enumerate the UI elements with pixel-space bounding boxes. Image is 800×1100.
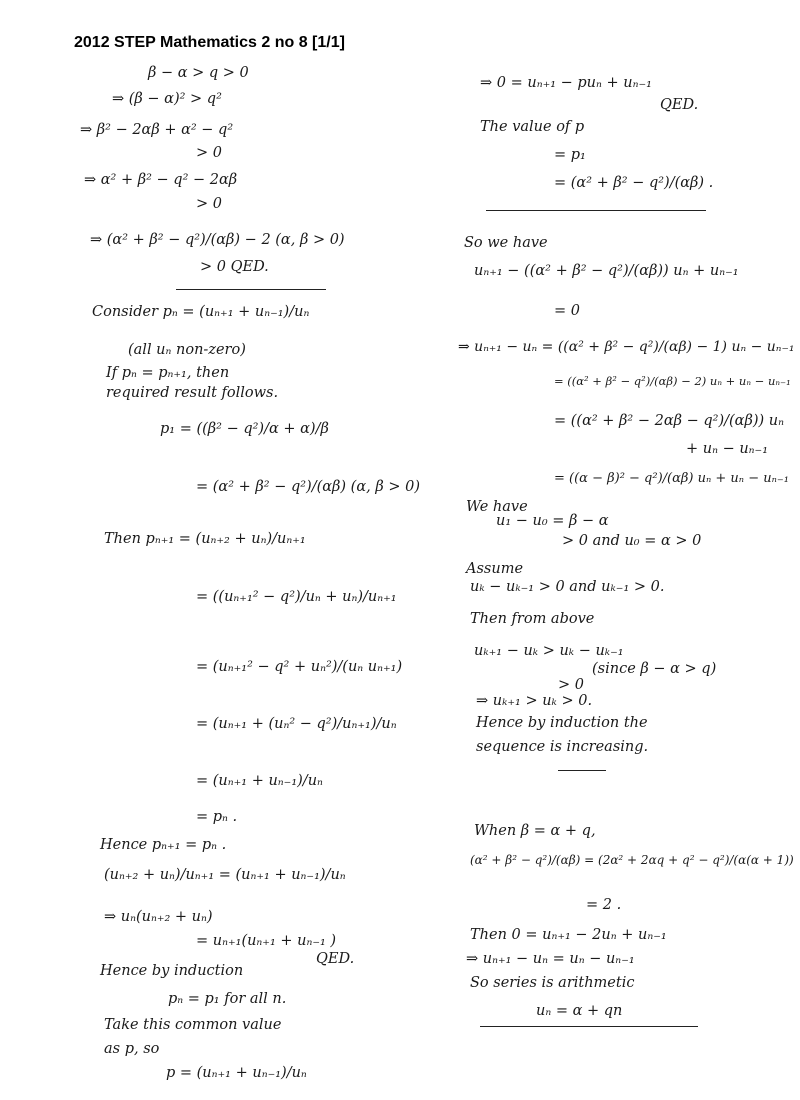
- solution-line-1: β − α > q > 0: [148, 65, 249, 81]
- solution-line-28: Take this common value: [104, 1017, 282, 1033]
- solution-line-50: uₖ₊₁ − uₖ > uₖ − uₖ₋₁: [474, 643, 624, 659]
- solution-line-61: So series is arithmetic: [470, 975, 635, 991]
- solution-line-15: Then pₙ₊₁ = (uₙ₊₂ + uₙ)/uₙ₊₁: [104, 531, 306, 547]
- section-divider: [558, 770, 606, 771]
- solution-line-11: If pₙ = pₙ₊₁, then: [106, 365, 230, 381]
- solution-line-58: = 2 .: [586, 897, 622, 913]
- solution-line-39: ⇒ uₙ₊₁ − uₙ = ((α² + β² − q²)/(αβ) − 1) uₙ − uₙ₋₁: [458, 339, 795, 355]
- solution-line-40: = ((α² + β² − q²)/(αβ) − 2) uₙ + uₙ − uₙ₋₁: [554, 374, 791, 388]
- solution-line-48: uₖ − uₖ₋₁ > 0 and uₖ₋₁ > 0.: [470, 579, 665, 595]
- solution-line-33: The value of p: [480, 119, 585, 135]
- solution-line-45: u₁ − u₀ = β − α: [496, 513, 609, 529]
- solution-line-62: uₙ = α + qn: [536, 1003, 623, 1019]
- solution-line-32: QED.: [660, 97, 699, 113]
- section-divider: [176, 289, 326, 290]
- solution-line-10: (all uₙ non-zero): [128, 342, 246, 358]
- solution-line-27: pₙ = p₁ for all n.: [168, 991, 287, 1007]
- solution-line-54: Hence by induction the: [476, 715, 648, 731]
- solution-line-24: = uₙ₊₁(uₙ₊₁ + uₙ₋₁ ): [196, 933, 337, 949]
- solution-line-7: ⇒ (α² + β² − q²)/(αβ) − 2 (α, β > 0): [90, 232, 345, 248]
- solution-line-9: Consider pₙ = (uₙ₊₁ + uₙ₋₁)/uₙ: [92, 304, 310, 320]
- solution-line-4: > 0: [196, 145, 222, 161]
- page-title: 2012 STEP Mathematics 2 no 8 [1/1]: [74, 34, 345, 51]
- solution-line-46: > 0 and u₀ = α > 0: [562, 533, 702, 549]
- solution-line-2: ⇒ (β − α)² > q²: [112, 91, 222, 107]
- solution-line-59: Then 0 = uₙ₊₁ − 2uₙ + uₙ₋₁: [470, 927, 667, 943]
- solution-line-25: QED.: [316, 951, 355, 967]
- solution-line-8: > 0 QED.: [200, 259, 269, 275]
- solution-line-16: = ((uₙ₊₁² − q²)/uₙ + uₙ)/uₙ₊₁: [196, 589, 397, 605]
- solution-line-19: = (uₙ₊₁ + uₙ₋₁)/uₙ: [196, 773, 323, 789]
- solution-line-47: Assume: [466, 561, 524, 577]
- solution-line-6: > 0: [196, 196, 222, 212]
- solution-line-17: = (uₙ₊₁² − q² + uₙ²)/(uₙ uₙ₊₁): [196, 659, 403, 675]
- solution-line-31: ⇒ 0 = uₙ₊₁ − puₙ + uₙ₋₁: [480, 75, 652, 91]
- solution-line-57: (α² + β² − q²)/(αβ) = (2α² + 2αq + q² − q²)/(α(α + 1)): [470, 853, 794, 867]
- solution-line-37: uₙ₊₁ − ((α² + β² − q²)/(αβ)) uₙ + uₙ₋₁: [474, 263, 739, 279]
- section-divider: [486, 210, 706, 211]
- solution-line-60: ⇒ uₙ₊₁ − uₙ = uₙ − uₙ₋₁: [466, 951, 635, 967]
- solution-line-53: ⇒ uₖ₊₁ > uₖ > 0.: [476, 693, 593, 709]
- solution-line-49: Then from above: [470, 611, 595, 627]
- solution-line-23: ⇒ uₙ(uₙ₊₂ + uₙ): [104, 909, 213, 925]
- solution-line-51: (since β − α > q): [592, 661, 717, 677]
- solution-line-34: = p₁: [554, 147, 586, 163]
- solution-line-26: Hence by induction: [100, 963, 244, 979]
- solution-line-55: sequence is increasing.: [476, 739, 649, 755]
- solution-line-36: So we have: [464, 235, 548, 251]
- solution-line-52: > 0: [558, 677, 584, 693]
- solution-line-20: = pₙ .: [196, 809, 238, 825]
- solution-line-43: = ((α − β)² − q²)/(αβ) uₙ + uₙ − uₙ₋₁: [554, 471, 789, 486]
- solution-line-12: required result follows.: [106, 385, 279, 401]
- solution-line-3: ⇒ β² − 2αβ + α² − q²: [80, 122, 234, 138]
- solution-line-42: + uₙ − uₙ₋₁: [686, 441, 769, 457]
- solution-line-5: ⇒ α² + β² − q² − 2αβ: [84, 172, 238, 188]
- solution-line-29: as p, so: [104, 1041, 160, 1057]
- solution-line-14: = (α² + β² − q²)/(αβ) (α, β > 0): [196, 479, 420, 495]
- solution-line-44: We have: [466, 499, 528, 515]
- solution-line-56: When β = α + q,: [474, 823, 596, 839]
- solution-line-35: = (α² + β² − q²)/(αβ) .: [554, 175, 714, 191]
- solution-line-21: Hence pₙ₊₁ = pₙ .: [100, 837, 227, 853]
- solution-line-13: p₁ = ((β² − q²)/α + α)/β: [160, 421, 329, 437]
- solution-line-41: = ((α² + β² − 2αβ − q²)/(αβ)) uₙ: [554, 413, 784, 429]
- solution-line-18: = (uₙ₊₁ + (uₙ² − q²)/uₙ₊₁)/uₙ: [196, 716, 397, 732]
- section-divider: [480, 1026, 698, 1027]
- solution-line-38: = 0: [554, 303, 580, 319]
- solution-line-22: (uₙ₊₂ + uₙ)/uₙ₊₁ = (uₙ₊₁ + uₙ₋₁)/uₙ: [104, 867, 346, 883]
- solution-line-30: p = (uₙ₊₁ + uₙ₋₁)/uₙ: [166, 1065, 307, 1081]
